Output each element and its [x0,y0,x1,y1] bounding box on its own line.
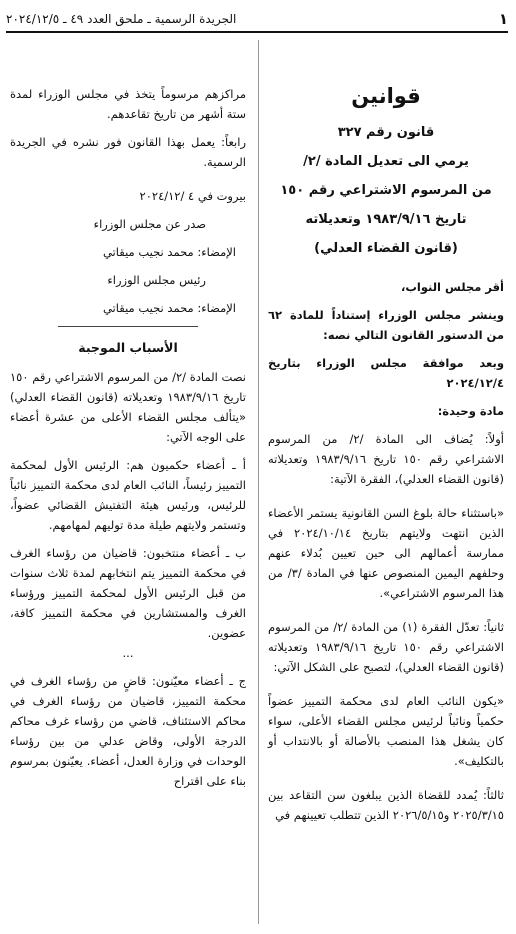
separator-rule [58,326,198,327]
gazette-title: الجريدة الرسمية ـ ملحق العدد ٤٩ ـ ٢٠٢٤/١٢/٥ [6,12,237,26]
reasons-intro: نصت المادة /٢/ من المرسوم الاشتراعي رقم ١٥٠ تاريخ ١٩٨٣/٩/١٦ وتعديلاته (قانون القضاء العدلي) «يتألف مجلس القضاء الأعلى من عشرة أعضاء على الوجه الآتي: [10,370,246,444]
reasons-item-a: أ ـ أعضاء حكميون هم: الرئيس الأول لمحكمة التمييز رئيساً، النائب العام لدى محكمة التمييز نائباً للرئيس، ورئيس هيئة التفتيش القضائي عضواً، وتستمر ولايتهم طيلة مدة توليهم لمهامهم. [10,458,246,532]
law-subject-2: من المرسوم الاشتراعي رقم ١٥٠ [280,183,492,198]
single-article-heading: مادة وحيدة: [437,404,504,418]
publishes-line: وينشر مجلس الوزراء إستناداً للمادة ٦٢ من الدستور القانون التالي نصه: [268,308,504,342]
pm-title: رئيس مجلس الوزراء [107,273,206,287]
article-third: ثالثاً: يُمدد للقضاة الذين يبلغون سن التقاعد بين ٢٠٢٥/٣/١٥ و٢٠٢٦/٥/١٥ الذين تتطلب تعيينهم في [268,788,504,822]
page-header [6,8,508,30]
article-second: ثانياً: تعدّل الفقرة (١) من المادة /٢/ من المرسوم الاشتراعي رقم ١٥٠ تاريخ ١٩٨٣/٩/١٦ وتعديلاته (قانون القضاء العدلي)، لتصبح على الشكل الآتي: [268,620,504,674]
article-first-quote: «باستثناء حالة بلوغ السن القانونية يستمر الأعضاء الذين انتهت ولايتهم بتاريخ ٢٠٢٤/١٠/١٤ في ممارسة أعمالهم الى حين تعيين بُدلاء عنهم وحلفهم اليمين المنصوص عنها في المادة /٣/ من هذا المرسوم الاشتراعي». [268,506,504,600]
article-fourth: رابعاً: يعمل بهذا القانون فور نشره في الجريدة الرسمية. [10,135,246,169]
ellipsis: ... [122,646,134,660]
continuation-text: مراكزهم مرسوماً يتخذ في مجلس الوزراء لمدة ستة أشهر من تاريخ تقاعدهم. [10,87,246,121]
right-column [268,70,504,926]
header-rule [6,31,508,33]
reasons-heading: الأسباب الموجبة [78,340,178,355]
section-title-laws: قوانين [351,84,421,108]
approval-line: وبعد موافقة مجلس الوزراء بتاريخ ٢٠٢٤/١٢/٤ [268,356,504,390]
place-date: بيروت في ٤ /٢٠٢٤/١٢ [139,189,246,203]
law-number: قانون رقم ٣٢٧ [337,125,435,140]
page-number: ١ [498,10,508,28]
law-subject-4: (قانون القضاء العدلي) [314,241,458,256]
signature-president: الإمضاء: محمد نجيب ميقاتي [102,245,236,259]
issued-by: صدر عن مجلس الوزراء [93,217,206,231]
law-subject-1: يرمي الى تعديل المادة /٢/ [303,154,469,169]
left-column [10,84,246,926]
article-second-quote: «يكون النائب العام لدى محكمة التمييز عضواً حكمياً ونائباً لرئيس مجلس القضاء الأعلى، سواء كان يشغل هذا المنصب بالأصالة أو بالانتداب أو بالتكليف». [268,694,504,768]
adopted-line: أقر مجلس النواب، [400,280,504,294]
law-subject-3: تاريخ ١٩٨٣/٩/١٦ وتعديلاته [305,212,467,227]
column-divider [258,40,259,924]
reasons-item-c: ج ـ أعضاء معيّنون: قاضٍ من رؤساء الغرف في محكمة التمييز، قاضيان من رؤساء الغرف في محاكم الاستئناف، قاضي من رؤساء غرف محاكم الدرجة الأولى، وقاض عدلي من بين رؤساء الوحدات في وزارة العدل، أعضاء. يعيّنون بمرسوم بناء على اقتراح [10,674,246,788]
article-first: أولاً: يُضاف الى المادة /٢/ من المرسوم الاشتراعي رقم ١٥٠ تاريخ ١٩٨٣/٩/١٦ وتعديلاته (قانون القضاء العدلي)، الفقرة الآتية: [268,432,504,486]
reasons-item-b: ب ـ أعضاء منتخبون: قاضيان من رؤساء الغرف في محكمة التمييز يتم انتخابهم لمدة ثلاث سنوات من قبل الرئيس الأول لمحكمة التمييز ورؤساء الغرف والمستشارين في محكمة التمييز كافة، عضوين. [10,546,246,640]
signature-pm: الإمضاء: محمد نجيب ميقاتي [102,301,236,315]
